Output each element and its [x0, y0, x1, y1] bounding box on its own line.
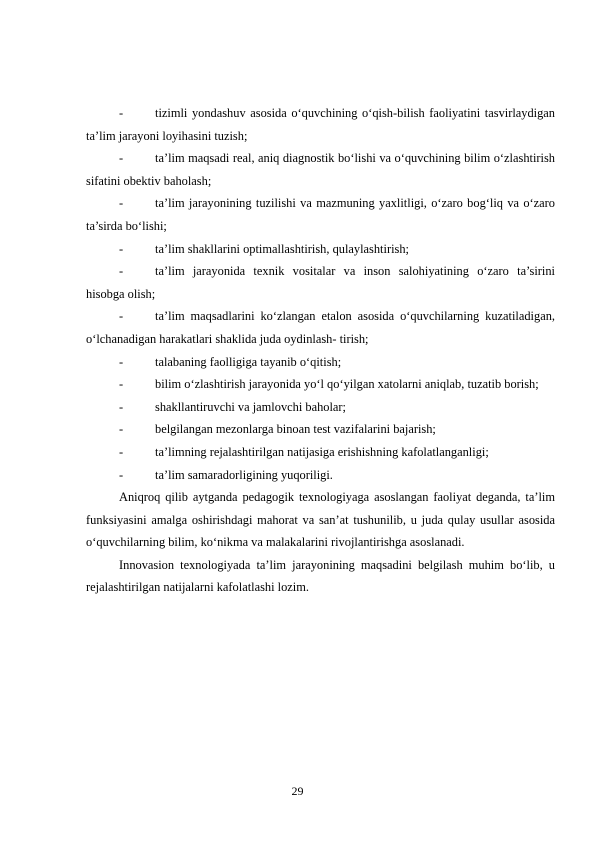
list-marker: - — [119, 106, 124, 120]
list-item-text: ta’lim jarayonining tuzilishi va mazmuning yaxlitligi, o‘zaro bog‘liq va o‘zaro ta’sirda bo‘lishi; — [86, 196, 555, 233]
list-item — [86, 351, 555, 374]
list-item — [86, 441, 555, 464]
document-body — [86, 102, 555, 599]
list-marker: - — [119, 399, 124, 414]
list-item — [86, 260, 555, 305]
list-marker: - — [119, 264, 124, 279]
list-item — [86, 305, 555, 350]
list-marker: - — [119, 151, 124, 166]
list-marker: - — [119, 377, 124, 392]
list-item — [86, 192, 555, 237]
list-item — [86, 373, 555, 396]
list-marker: - — [119, 444, 124, 459]
list-item-text: tizimli yondashuv asosida o‘quvchining o‘qish-bilish faoliyatini tasvirlaydigan ta’lim jarayoni loyihasini tuzish; — [86, 106, 555, 143]
body-paragraph: Aniqroq qilib aytganda pedagogik texnologiyaga asoslangan faoliyat deganda, ta’lim funksiyasini amalga oshirishdagi mahorat va san’at tushunilib, u juda qulay usullar asosida o‘quvchilarning bilim, ko‘nikma va malakalarini rivojlantirishga asoslanadi. — [86, 490, 555, 550]
list-marker: - — [119, 354, 124, 369]
list-item — [86, 418, 555, 441]
list-item-text: bilim o‘zlashtirish jarayonida yo‘l qo‘yilgan xatolarni aniqlab, tuzatib borish; — [155, 377, 539, 392]
bullet-list — [86, 102, 555, 486]
list-item — [86, 396, 555, 419]
list-item-text: ta’lim shakllarini optimallashtirish, qulaylashtirish; — [155, 241, 409, 256]
list-item-text: ta’limning rejalashtirilgan natijasiga erishishning kafolatlanganligi; — [155, 444, 489, 459]
list-item — [86, 102, 555, 147]
list-marker: - — [119, 422, 124, 437]
list-marker: - — [119, 241, 124, 256]
list-marker: - — [119, 196, 124, 211]
list-item-text: talabaning faolligiga tayanib o‘qitish; — [155, 354, 342, 369]
list-item-text: shakllantiruvchi va jamlovchi baholar; — [155, 399, 346, 414]
list-item-text: ta’lim maqsadlarini ko‘zlangan etalon asosida o‘quvchilarning kuzatiladigan, o‘lchanadigan harakatlari shaklida juda oydinlash- tirish; — [86, 309, 555, 346]
body-paragraph: Innovasion texnologiyada ta’lim jarayonining maqsadini belgilash muhim bo‘lib, u rejalashtirilgan natijalarni kafolatlashi lozim. — [86, 557, 555, 595]
list-item — [86, 147, 555, 192]
list-item-text: ta’lim jarayonida texnik vositalar va inson salohiyatining o‘zaro ta’sirini hisobga olish; — [86, 264, 555, 301]
list-item-text: ta’lim samaradorligining yuqoriligi. — [155, 467, 333, 482]
list-item-text: ta’lim maqsadi real, aniq diagnostik bo‘lishi va o‘quvchining bilim o‘zlashtirish sifatini obektiv baholash; — [86, 151, 555, 188]
page-number: 29 — [291, 784, 304, 798]
list-item — [86, 464, 555, 487]
list-item — [86, 238, 555, 261]
list-marker: - — [119, 467, 124, 482]
list-marker: - — [119, 309, 124, 324]
list-item-text: belgilangan mezonlarga binoan test vazifalarini bajarish; — [155, 422, 436, 437]
